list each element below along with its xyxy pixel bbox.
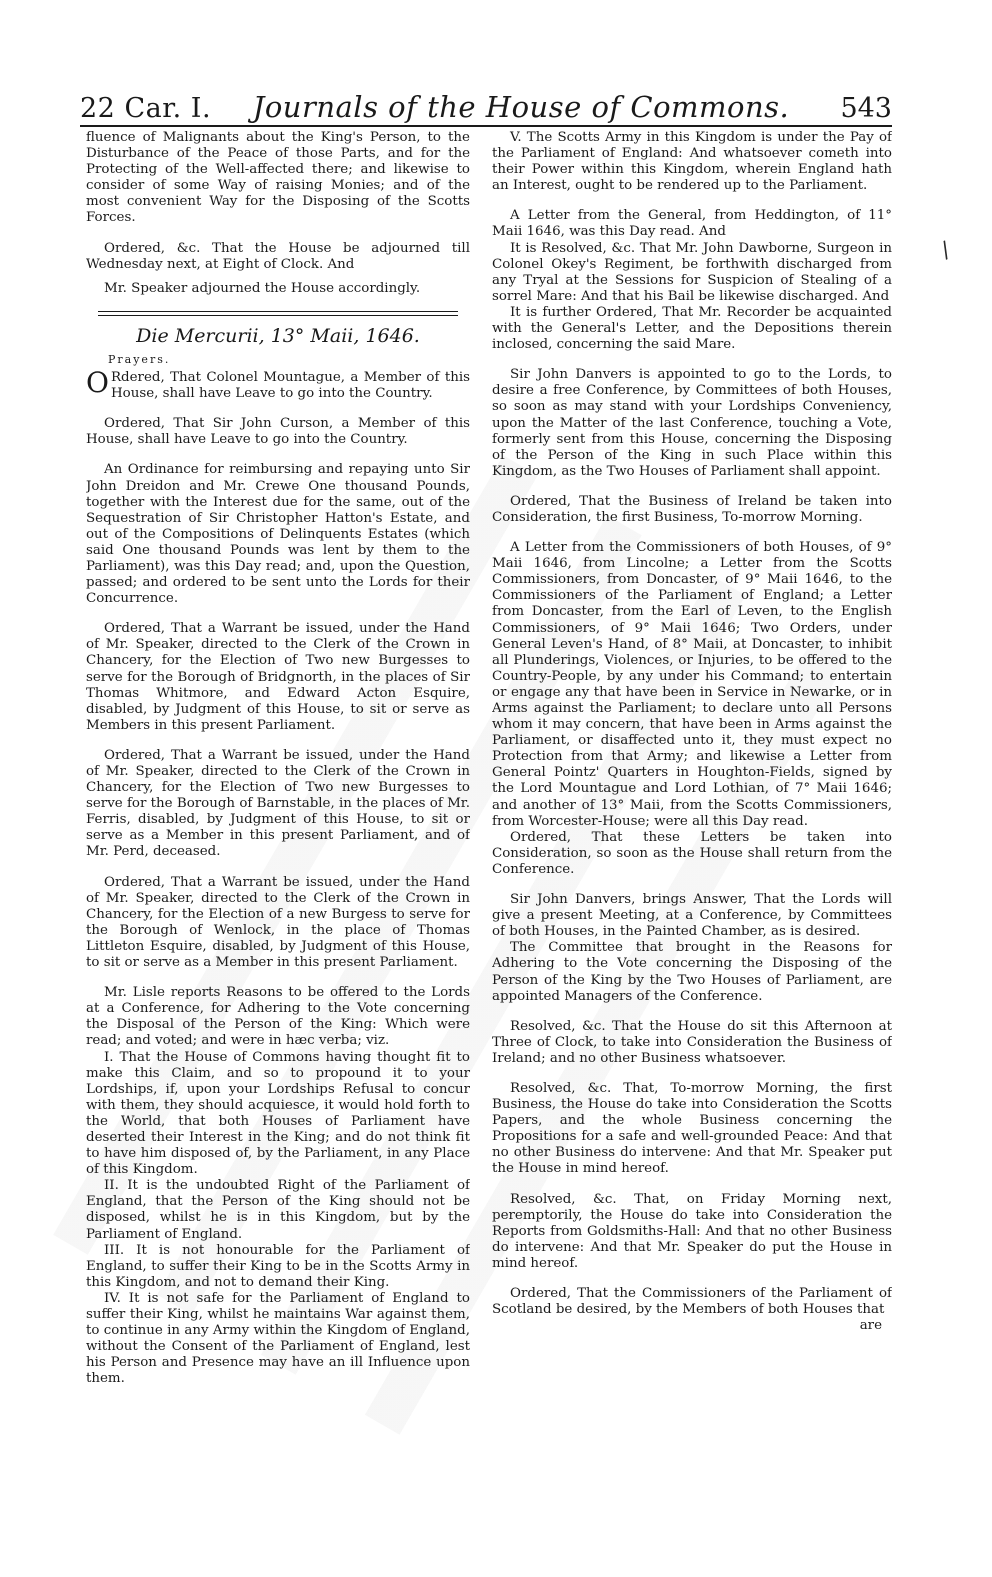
paragraph: A Letter from the Commissioners of both Houses, of 9° Maii 1646, from Lincolne; a Letter from the Scotts Commissioners, from Doncaster, of 9° Maii 1646, to the Commissioners of the Parliament of England; a Letter from Doncaster, from the Earl of Leven, to the English Commissioners, of 9° Maii 1646; Two Orders, under General Leven's Hand, of 8° Maii, at Doncaster, to inhibit all Plunderings, Violences, or Injuries, to be offered to the Country-People, by any under his Command; to entertain or engage any that have been in Service in Newarke, or in Arms against the Parliament; to declare unto all Persons whom it may concern, that have been in Arms against the Parliament, or disaffected unto it, they must expect no Protection from that Army; and likewise a Letter from General Pointz' Quarters in Houghton-Fields, signed by the Lord Mountague and Lord Lothian, of 7° Maii 1646; and another of 13° Maii, from the Scotts Commissioners, from Worcester-House; were all this Day read.	[492, 540, 892, 829]
paragraph: Sir John Danvers, brings Answer, That the Lords will give a present Meeting, at a Conference, by Committees of both Houses, in the Painted Chamber, as is desired.	[492, 892, 892, 940]
running-title: Journals of the House of Commons.	[252, 90, 790, 124]
paragraph: fluence of Malignants about the King's Person, to the Disturbance of the Peace of those Parts, and for the Protecting of the Well-affected there; and likewise to consider of some Way of raising Monies; and of the most convenient Way for the Disposing of the Scotts Forces.	[86, 130, 470, 226]
header-rule	[80, 125, 892, 127]
paragraph: It is further Ordered, That Mr. Recorder be acquainted with the General's Letter, and the Depositions therein inclosed, concerning the said Mare.	[492, 304, 892, 353]
paragraph: Resolved, &c. That, To-morrow Morning, the first Business, the House do take into Consideration the Scotts Papers, and the whole Business concerning the Propositions for a safe and well-grounded Peace: And that no other Business do intervene: And that Mr. Speaker put the House in mind hereof.	[492, 1080, 892, 1177]
paragraph: Ordered, That these Letters be taken into Consideration, so soon as the House shall return from the Conference.	[492, 829, 892, 877]
page-number: 543	[840, 93, 892, 124]
paragraph: Sir John Danvers is appointed to go to the Lords, to desire a free Conference, by Committees of both Houses, so soon as may stand with your Lordships Conveniency, upon the Matter of the last Conference, touching a Vote, formerly sent from this House, concerning the Disposing of the Person of the King in such Place within this Kingdom, as the Two Houses of Parliament shall appoint.	[492, 367, 892, 479]
date-heading: Die Mercurii, 13° Maii, 1646.	[136, 324, 420, 347]
left-column	[86, 130, 470, 1430]
paragraph: Mr. Speaker adjourned the House accordingly.	[104, 280, 421, 296]
right-column	[492, 130, 892, 1430]
paragraph: ORdered, That Colonel Mountague, a Member of this House, shall have Leave to go into the Country.	[86, 366, 470, 402]
prayers-label: Prayers.	[108, 352, 171, 366]
catchword: are	[859, 1318, 882, 1334]
paragraph: Ordered, &c. That the House be adjourned till Wednesday next, at Eight of Clock. And	[86, 240, 470, 272]
reason-4: IV. It is not safe for the Parliament of England to suffer their King, whilst he maintains War against them, to continue in any Army within the Kingdom of England, without the Consent of the Parliament of England, lest his Person and Presence may have an ill Influence upon them.	[86, 1290, 470, 1387]
margin-pen-mark: /	[937, 237, 955, 264]
reason-2: II. It is the undoubted Right of the Parliament of England, that the Person of the King should not be disposed, whilst he is in this Kingdom, but by the Parliament of England.	[86, 1178, 470, 1242]
paragraph: Ordered, That the Commissioners of the Parliament of Scotland be desired, by the Members of both Houses that	[492, 1286, 892, 1318]
paragraph: It is Resolved, &c. That Mr. John Dawborne, Surgeon in Colonel Okey's Regiment, be forthwith discharged from any Tryal at the Sessions for Suspicion of Stealing of a sorrel Mare: And that his Bail be likewise discharged. And	[492, 240, 892, 304]
reason-1: I. That the House of Commons having thought fit to make this Claim, and so to propound it to your Lordships, if, upon your Lordships Refusal to concur with them, they should acquiesce, it would hold forth to the World, that both Houses of Parliament have deserted their Interest in the King; and do not think fit to have him disposed of, by the Parliament, in any Place of this Kingdom.	[86, 1049, 470, 1178]
page-header	[80, 80, 892, 124]
paragraph: Ordered, That a Warrant be issued, under the Hand of Mr. Speaker, directed to the Clerk of the Crown in Chancery, for the Election of Two new Burgesses to serve for the Borough of Barnstable, in the places of Mr. Ferris, disabled, by Judgment of this House, to sit or serve as a Member in this present Parliament, and of Mr. Perd, deceased.	[86, 747, 470, 860]
paragraph: Resolved, &c. That the House do sit this Afternoon at Three of Clock, to take into Consideration the Business of Ireland; and no other Business whatsoever.	[492, 1018, 892, 1066]
paragraph: Ordered, That the Business of Ireland be taken into Consideration, the first Business, To-morrow Morning.	[492, 493, 892, 525]
paragraph: Ordered, That a Warrant be issued, under the Hand of Mr. Speaker, directed to the Clerk of the Crown in Chancery, for the Election of Two new Burgesses to serve for the Borough of Bridgnorth, in the places of Sir Thomas Whitmore, and Edward Acton Esquire, disabled, by Judgment of this House, to sit or serve as Members in this present Parliament.	[86, 621, 470, 733]
paragraph: Ordered, That a Warrant be issued, under the Hand of Mr. Speaker, directed to the Clerk of the Crown in Chancery, for the Election of a new Burgess to serve for the Borough of Wenlock, in the place of Thomas Littleton Esquire, disabled, by Judgment of this House, to sit or serve as a Member in this present Parliament.	[86, 874, 470, 971]
reason-5: V. The Scotts Army in this Kingdom is under the Pay of the Parliament of England: And whatsoever cometh into their Power within this Kingdom, wherein England hath an Interest, ought to be rendered up to the Parliament.	[492, 130, 892, 194]
section-divider	[98, 311, 458, 316]
reason-3: III. It is not honourable for the Parliament of England, to suffer their King to be in the Scotts Army in this Kingdom, and not to demand their King.	[86, 1242, 470, 1290]
paragraph: Mr. Lisle reports Reasons to be offered to the Lords at a Conference, for Adhering to the Vote concerning the Disposal of the Person of the King: Which were read; and voted; and were in hæc verba; viz.	[86, 985, 470, 1049]
paragraph: Ordered, That Sir John Curson, a Member of this House, shall have Leave to go into the Country.	[86, 416, 470, 448]
paragraph: The Committee that brought in the Reasons for Adhering to the Vote concerning the Disposing of the Person of the King by the Two Houses of Parliament, are appointed Managers of the Conference.	[492, 940, 892, 1004]
paragraph: Resolved, &c. That, on Friday Morning next, peremptorily, the House do take into Consideration the Reports from Goldsmiths-Hall: And that no other Business do intervene: And that Mr. Speaker do put the House in mind hereof.	[492, 1191, 892, 1271]
paragraph: An Ordinance for reimbursing and repaying unto Sir John Dreidon and Mr. Crewe One thousand Pounds, together with the Interest due for the same, out of the Sequestration of Sir Christopher Hatton's Estate, and out of the Compositions of Delinquents Estates (which said One thousand Pounds was lent by them to the Parliament), was this Day read; and, upon the Question, passed; and ordered to be sent unto the Lords for their Concurrence.	[86, 462, 470, 607]
paragraph: A Letter from the General, from Heddington, of 11° Maii 1646, was this Day read. And	[492, 208, 892, 240]
regnal-year: 22 Car. I.	[80, 93, 212, 124]
